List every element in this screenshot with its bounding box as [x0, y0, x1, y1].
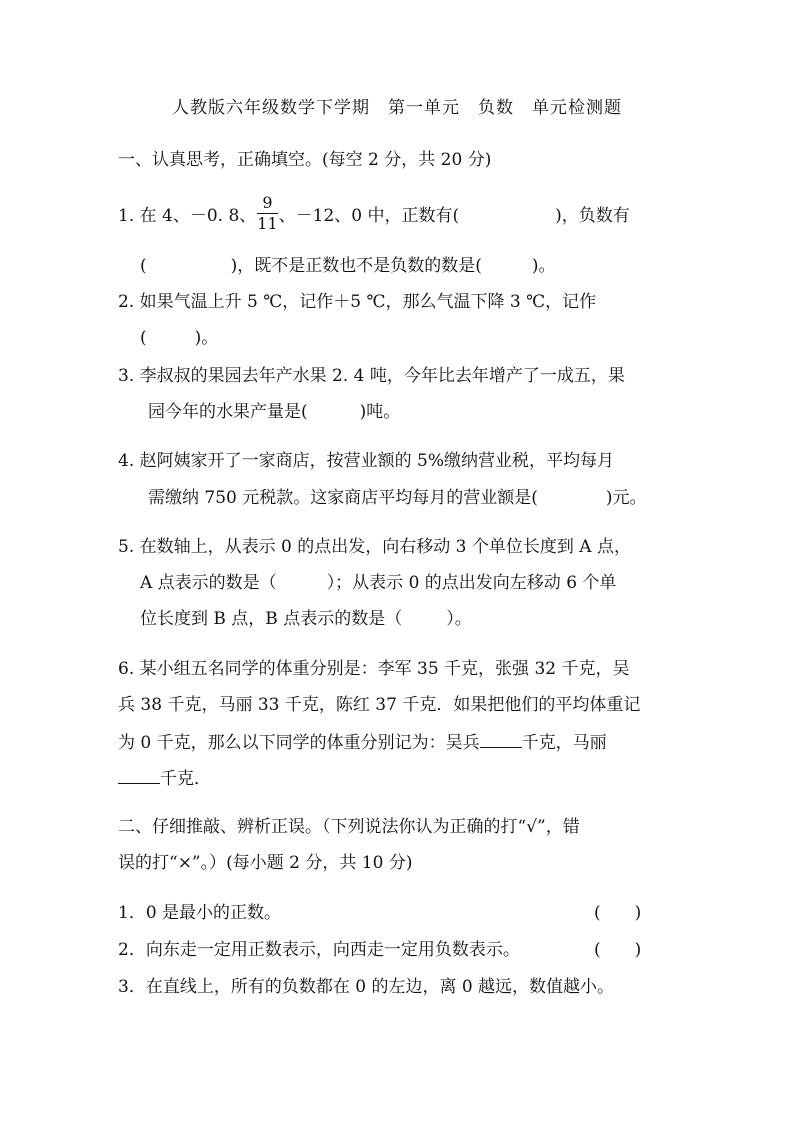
q2-close: )。	[194, 328, 219, 348]
fraction-9-11	[257, 195, 277, 232]
q6-text-b: 千克，马丽	[521, 733, 607, 753]
q3-text: 园今年的水果产量是(	[148, 402, 308, 422]
judge-item-1-bracket[interactable]: ( )	[594, 903, 642, 923]
section2-header-line1: 二、仔细推敲、辨析正误。（下列说法你认为正确的打“√”，错	[118, 817, 580, 837]
judge-item-1: 1．0 是最小的正数。	[118, 903, 282, 923]
question-6-line2: 兵 38 千克，马丽 33 千克，陈红 37 千克．如果把他们的平均体重记	[118, 695, 641, 715]
question-4-line2	[148, 490, 647, 507]
question-1-line1	[118, 193, 630, 235]
section2-header-line2: 误的打“×”。）(每小题 2 分，共 10 分)	[118, 853, 413, 873]
question-3-line1: 3. 李叔叔的果园去年产水果 2. 4 吨，今年比去年增产了一成五，果	[118, 366, 625, 386]
q1-text-c: )，负数有	[555, 206, 630, 226]
q5-text-b: ）；从表示 0 的点出发向左移动 6 个单	[326, 573, 617, 593]
q4-unit: )元。	[605, 488, 647, 508]
q4-text: 需缴纳 750 元税款。这家商店平均每月的营业额是(	[148, 488, 538, 508]
q6-text-a: 为 0 千克，那么以下同学的体重分别记为：吴兵	[118, 733, 480, 753]
fraction-numerator: 9	[257, 195, 277, 214]
question-2-line1: 2. 如果气温上升 5 ℃，记作＋5 ℃，那么气温下降 3 ℃，记作	[118, 292, 597, 312]
q5-text-d: ）。	[446, 609, 472, 629]
question-3-line2	[148, 404, 400, 421]
judge-item-2-bracket[interactable]: ( )	[594, 940, 642, 960]
q1-line2-close: )。	[531, 256, 556, 276]
question-5-line3	[140, 611, 472, 628]
question-2-line2	[140, 330, 218, 347]
question-1-line2	[140, 258, 556, 275]
q2-open: (	[140, 328, 147, 348]
q1-text-b: 、－12、0 中，正数有(	[278, 206, 460, 226]
q1-line2-text: )，既不是正数也不是负数的数是(	[230, 256, 482, 276]
q5-text-c: 位长度到 B 点，B 点表示的数是（	[140, 609, 403, 629]
q5-text-a: A 点表示的数是（	[140, 573, 277, 593]
judge-item-2: 2．向东走一定用正数表示，向西走一定用负数表示。	[118, 940, 520, 960]
q1-line2-open: (	[140, 256, 147, 276]
section1-header: 一、认真思考，正确填空。(每空 2 分，共 20 分)	[118, 150, 492, 170]
q6-text-c: 千克．	[160, 769, 211, 789]
q1-text-a: 1. 在 4、－0. 8、	[118, 206, 257, 226]
page-title: 人教版六年级数学下学期 第一单元 负数 单元检测题	[172, 98, 622, 118]
judge-item-3: 3．在直线上，所有的负数都在 0 的左边，离 0 越远，数值越小。	[118, 977, 615, 997]
q3-unit: )吨。	[359, 402, 401, 422]
question-4-line1: 4. 赵阿姨家开了一家商店，按营业额的 5%缴纳营业税，平均每月	[118, 451, 614, 471]
question-6-line4	[118, 769, 211, 788]
fraction-denominator: 11	[257, 214, 278, 233]
q6-answer-blank-1[interactable]	[480, 733, 522, 748]
question-5-line2	[140, 575, 616, 592]
q6-answer-blank-2[interactable]	[118, 769, 160, 784]
question-6-line1: 6. 某小组五名同学的体重分别是：李军 35 千克，张强 32 千克，吴	[118, 659, 630, 679]
question-5-line1: 5. 在数轴上，从表示 0 的点出发，向右移动 3 个单位长度到 A 点，	[118, 537, 631, 557]
question-6-line3	[118, 733, 607, 752]
